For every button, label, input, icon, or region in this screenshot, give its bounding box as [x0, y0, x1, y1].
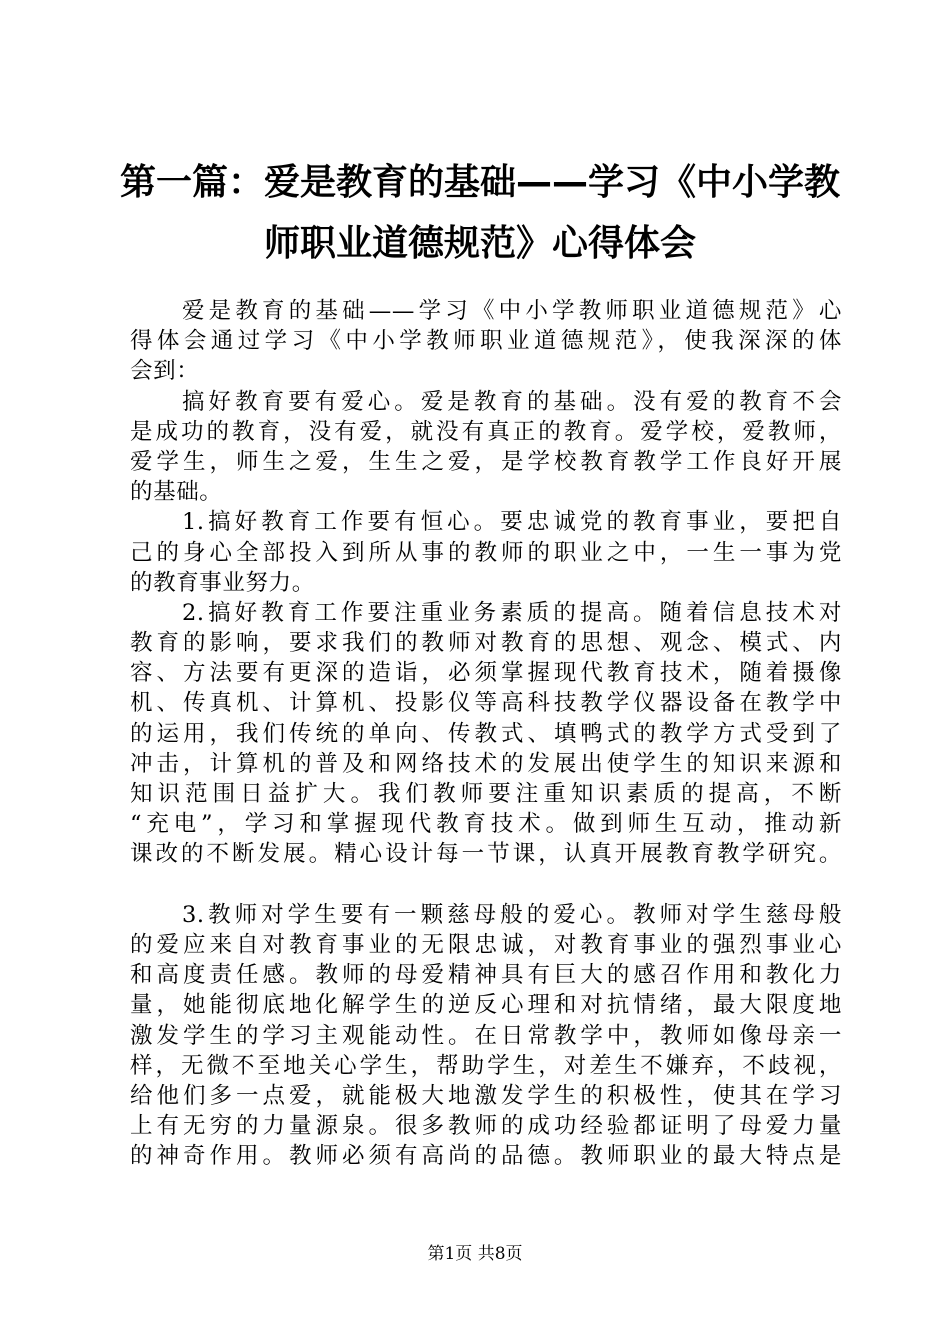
text-line: 的爱应来自对教育事业的无限忠诚，对教育事业的强烈事业心 — [130, 931, 842, 958]
text-line: 的教育事业努力。 — [130, 569, 315, 596]
text-line: 样，无微不至地关心学生，帮助学生，对差生不嫌弃，不歧视， — [130, 1052, 842, 1079]
text-line: 是成功的教育，没有爱，就没有真正的教育。爱学校，爱教师， — [130, 418, 842, 445]
text-line: “充电”，学习和掌握现代教育技术。做到师生互动，推动新 — [130, 811, 842, 838]
text-line: 知识范围日益扩大。我们教师要注重知识素质的提高，不断 — [130, 781, 842, 807]
text-line: 的神奇作用。教师必须有高尚的品德。教师职业的最大特点是 — [130, 1143, 842, 1170]
text-line: 爱学生，师生之爱，生生之爱，是学校教育教学工作良好开展 — [130, 448, 842, 475]
text-line: 上有无穷的力量源泉。很多教师的成功经验都证明了母爱力量 — [130, 1113, 842, 1140]
text-line: 机、传真机、计算机、投影仪等高科技教学仪器设备在教学中 — [130, 690, 842, 717]
text-line: 爱是教育的基础——学习《中小学教师职业道德规范》心 — [182, 298, 842, 324]
text-line: 3.教师对学生要有一颗慈母般的爱心。教师对学生慈母般 — [182, 901, 842, 928]
text-line: 的基础。 — [130, 479, 223, 506]
document-title-line-2: 师职业道德规范》心得体会 — [263, 223, 696, 264]
text-line: 激发学生的学习主观能动性。在日常教学中，教师如像母亲一 — [130, 1022, 842, 1049]
text-line: 教育的影响，要求我们的教师对教育的思想、观念、模式、内 — [130, 630, 842, 657]
paragraph — [130, 296, 842, 387]
document-body — [130, 296, 842, 1171]
text-line: 容、方法要有更深的造诣，必须掌握现代教育技术，随着摄像 — [130, 660, 842, 687]
text-line: 搞好教育要有爱心。爱是教育的基础。没有爱的教育不会 — [182, 388, 842, 415]
text-line: 课改的不断发展。精心设计每一节课，认真开展教育教学研究。 — [130, 841, 842, 868]
page-number-footer: 第1页 共8页 — [427, 1244, 523, 1264]
paragraph — [130, 598, 842, 870]
text-line: 1.搞好教育工作要有恒心。要忠诚党的教育事业，要把自 — [182, 509, 842, 536]
paragraph — [130, 900, 842, 1172]
text-line: 会到： — [130, 358, 200, 385]
paragraph — [130, 507, 842, 598]
document-title-line-1: 第一篇：爱是教育的基础——学习《中小学教 — [120, 162, 841, 203]
text-line: 2.搞好教育工作要注重业务素质的提高。随着信息技术对 — [182, 599, 842, 626]
text-line: 己的身心全部投入到所从事的教师的职业之中，一生一事为党 — [130, 539, 842, 566]
paragraph-spacer — [130, 870, 842, 900]
text-line: 给他们多一点爱，就能极大地激发学生的积极性，使其在学习 — [130, 1082, 842, 1109]
text-line: 量，她能彻底地化解学生的逆反心理和对抗情绪，最大限度地 — [130, 992, 842, 1019]
text-line: 的运用，我们传统的单向、传教式、填鸭式的教学方式受到了 — [130, 720, 842, 747]
paragraph — [130, 387, 842, 508]
text-line: 得体会通过学习《中小学教师职业道德规范》，使我深深的体 — [130, 328, 842, 355]
text-line: 冲击，计算机的普及和网络技术的发展出使学生的知识来源和 — [130, 750, 842, 777]
text-line: 和高度责任感。教师的母爱精神具有巨大的感召作用和教化力 — [130, 962, 842, 989]
